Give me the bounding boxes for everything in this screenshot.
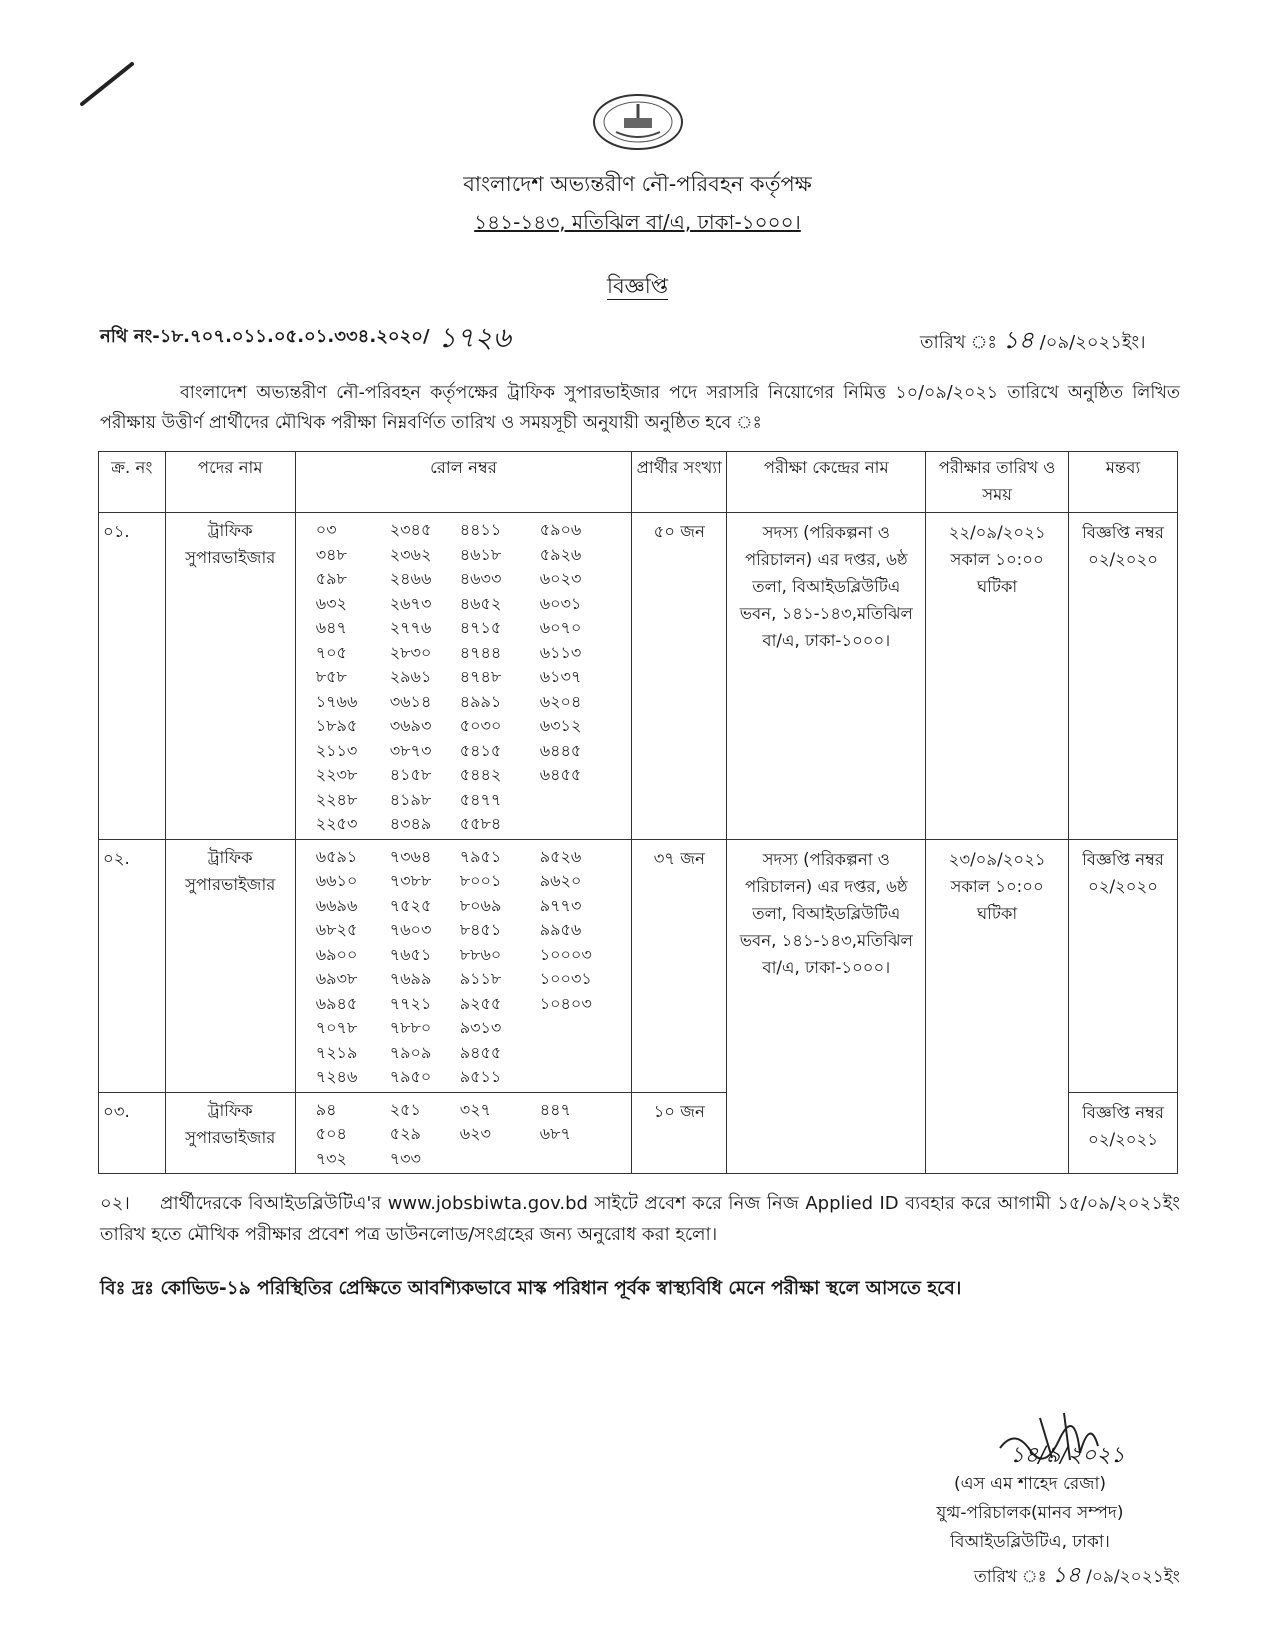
roll-number: ৫০৪ (315, 1124, 347, 1143)
roll-number: ৭৫২৫ (389, 895, 432, 915)
roll-number: ৭৩৩ (389, 1148, 421, 1168)
signatory-name: (এস এম শাহেদ রেজা) (953, 1474, 1107, 1494)
roll-number: ৬৩২ (315, 593, 347, 613)
row-remarks: বিজ্ঞপ্তি নম্বর ০২/২০২০ (1069, 839, 1178, 1092)
roll-number: ৫৪৪২ (459, 765, 502, 784)
roll-number: ২৪৬৬ (389, 569, 432, 588)
signature-date-rest: /০৯/২০২১ইং (1086, 1567, 1180, 1587)
roll-number: ২৭৭৬ (389, 618, 432, 637)
roll-list (300, 1095, 627, 1172)
roll-number: ৭৭২১ (389, 993, 432, 1013)
roll-number: ২২৫৩ (315, 814, 358, 833)
roll-number: ৮০৬৯ (459, 895, 502, 915)
row-count: ৫০ জন (632, 513, 727, 840)
row-serial: ০১. (99, 513, 166, 840)
header-count: প্রার্থীর সংখ্যা (632, 452, 727, 513)
roll-number: ২৫১ (389, 1099, 421, 1119)
roll-number: ৬৪৪৫ (539, 740, 582, 760)
signature-date (880, 1558, 1180, 1595)
roll-number: ৬৮৭ (539, 1124, 571, 1143)
row-remarks: বিজ্ঞপ্তি নম্বর ০২/২০২১ (1069, 1092, 1178, 1174)
header-datetime: পরীক্ষার তারিখ ও সময় (926, 452, 1069, 513)
roll-number: ৪৪৭ (539, 1099, 571, 1119)
roll-number: ৯২৫৫ (459, 993, 502, 1013)
roll-number: ৬০৩১ (539, 593, 582, 613)
roll-number: ২৬৭৩ (389, 593, 432, 613)
roll-number: ৬৯০০ (315, 944, 358, 964)
roll-number: ৬২৩ (459, 1124, 491, 1143)
roll-number: ৬১১৩ (539, 642, 582, 662)
roll-number: ৭২১৯ (315, 1042, 358, 1062)
roll-number: ৬৯৪৫ (315, 993, 358, 1013)
roll-number: ৬৪৫৫ (539, 765, 582, 784)
signature-block (880, 1470, 1180, 1557)
roll-number: ৭৯০৯ (389, 1042, 432, 1062)
row-center: সদস্য (পরিকল্পনা ও পরিচালন) এর দপ্তর, ৬ষ্ঠ তলা, বিআইডব্লিউটিএ ভবন, ১৪১-১৪৩,মতিঝিল বা/এ, ঢাকা-১০০০। (727, 839, 926, 1174)
date-rest: /০৯/২০২১ইং। (1039, 332, 1146, 353)
roll-number: ১০০৩১ (539, 969, 592, 988)
row-date: ২২/০৯/২০২১ (948, 523, 1046, 542)
roll-number: ৫৪৭৭ (459, 789, 502, 809)
roll-number: ৭৬৫১ (389, 944, 432, 964)
memo-number: নথি নং-১৮.৭০৭.০১১.০৫.০১.৩৩৪.২০২০/ (100, 326, 430, 347)
roll-number: ৯৪ (315, 1099, 337, 1119)
roll-number: ৯৪৫৫ (459, 1042, 502, 1062)
signature-date-handwritten: ১৪/৯/২০২১ (1010, 1443, 1125, 1468)
roll-number: ৯৩১৩ (459, 1018, 502, 1037)
roll-number: ৪১৯৮ (389, 789, 432, 809)
signatory-designation: যুগ্ম-পরিচালক(মানব সম্পদ) (936, 1503, 1124, 1523)
roll-number: ৫৯৮ (315, 569, 347, 588)
signature-date-label: তারিখ ঃ (973, 1567, 1047, 1587)
roll-number: ৭২৪৬ (315, 1067, 358, 1086)
row-time: সকাল ১০:০০ ঘটিকা (950, 876, 1044, 923)
roll-number: ২২৩৮ (315, 765, 358, 784)
roll-number: ৬২০৪ (539, 691, 582, 711)
date-day-handwritten: ১৪ (1002, 326, 1034, 354)
roll-number: ১৭৬৬ (315, 691, 358, 711)
row-serial: ০৩. (99, 1092, 166, 1174)
row-post: ট্রাফিক সুপারভাইজার (165, 513, 295, 840)
header-roll: রোল নম্বর (295, 452, 631, 513)
roll-number: ৪১৫৮ (389, 765, 432, 784)
roll-number: ৭৯৫০ (389, 1067, 432, 1086)
roll-number: ৫৯০৬ (539, 520, 582, 539)
roll-number: ৩২৭ (459, 1099, 491, 1119)
row-remarks: বিজ্ঞপ্তি নম্বর ০২/২০২০ (1069, 513, 1178, 840)
roll-number: ৫২৯ (389, 1124, 421, 1143)
signature-date-day: ১৪ (1052, 1563, 1081, 1588)
roll-number: ৩৬৯৩ (389, 716, 432, 735)
roll-number (540, 1065, 620, 1090)
header-serial: ক্র. নং (99, 452, 166, 513)
roll-number: ৯৫১১ (459, 1067, 502, 1086)
roll-number: ২১১৩ (315, 740, 358, 760)
signatory-office: বিআইডব্লিউটিএ, ঢাকা। (950, 1532, 1110, 1552)
header-post: পদের নাম (165, 452, 295, 513)
roll-number: ৫৪১৫ (459, 740, 502, 760)
roll-number: ৪৭৪৪ (459, 642, 502, 662)
roll-number: ৬৯৩৮ (315, 969, 358, 988)
roll-number: ৮৪৫১ (459, 920, 502, 939)
roll-number: ৯৬২০ (539, 871, 582, 890)
table-header-row (99, 452, 1178, 513)
roll-number: ৬৩১২ (539, 716, 582, 735)
row-post: ট্রাফিক সুপারভাইজার (165, 839, 295, 1092)
roll-number: ৫৫৮৪ (459, 814, 502, 833)
date-label: তারিখ ঃ (920, 332, 998, 353)
roll-number: ৫৯২৬ (539, 544, 582, 564)
paragraph-number: ০২। (100, 1193, 130, 1214)
row-serial: ০২. (99, 839, 166, 1092)
roll-number: ৭৬০৩ (389, 920, 432, 939)
interview-schedule-table (98, 451, 1178, 1174)
roll-number: ৫০৩০ (459, 716, 502, 735)
roll-number: ৪৪১১ (459, 520, 502, 539)
roll-number: ৪৩৪৯ (389, 814, 432, 833)
roll-number: ৪৭১৫ (459, 618, 502, 637)
table-row (99, 839, 1178, 1092)
row-center: সদস্য (পরিকল্পনা ও পরিচালন) এর দপ্তর, ৬ষ্ঠ তলা, বিআইডব্লিউটিএ ভবন, ১৪১-১৪৩,মতিঝিল বা/এ, ঢাকা-১০০০। (727, 513, 926, 840)
roll-number: ৭০৫ (315, 642, 347, 662)
row-count: ৩৭ জন (632, 839, 727, 1092)
roll-number: ১০৪০৩ (539, 993, 592, 1013)
table-row (99, 513, 1178, 840)
instruction-paragraph (100, 1188, 1180, 1250)
memo-number-handwritten: ১৭২৬ (438, 321, 511, 354)
roll-number: ২৩৬২ (389, 544, 432, 564)
roll-number: ৩৮৭৩ (389, 740, 432, 760)
row-time: সকাল ১০:০০ ঘটিকা (950, 550, 1044, 596)
roll-number: ৭৩৬৪ (389, 846, 432, 866)
header-remarks: মন্তব্য (1069, 452, 1178, 513)
roll-number (540, 1016, 620, 1041)
roll-number: ৪৭৪৮ (459, 667, 502, 686)
roll-number: ৬৬১০ (315, 871, 358, 890)
roll-number: ৬১৩৭ (539, 667, 582, 686)
pen-stroke-mark (80, 60, 160, 108)
roll-number: ৬০৭০ (539, 618, 582, 637)
roll-number: ৭০৭৮ (315, 1018, 358, 1037)
roll-number: ৮৮৬০ (459, 944, 502, 964)
row-count: ১০ জন (632, 1092, 727, 1174)
roll-list (300, 842, 627, 1090)
roll-number: ৩৬১৪ (389, 691, 432, 711)
roll-number: ৪৬৫২ (459, 593, 502, 613)
roll-number (460, 1147, 540, 1172)
roll-number: ৯১১৮ (459, 969, 502, 988)
roll-number: ৯৭৭৩ (539, 895, 582, 915)
roll-number: ৯৯৫৬ (539, 920, 582, 939)
roll-number: ১৮৯৫ (315, 716, 358, 735)
roll-number: ৬৬৯৬ (315, 895, 358, 915)
roll-number: ৯৫২৬ (539, 846, 582, 866)
intro-paragraph: বাংলাদেশ অভ্যন্তরীণ নৌ-পরিবহন কর্তৃপক্ষের ট্রাফিক সুপারভাইজার পদে সরাসরি নিয়োগের নিমিত্ত ১০/০৯/২০২১ তারিখে অনুষ্ঠিত লিখিত পরীক্ষায় উত্তীর্ণ প্রার্থীদের মৌখিক পরীক্ষা নিম্নবর্ণিত তারিখ ও সময়সূচী অনুযায়ী অনুষ্ঠিত হবে ঃ (100, 383, 1180, 433)
roll-number: ৮০০১ (459, 871, 502, 890)
roll-number: ৬৮২৫ (315, 920, 358, 939)
organization-seal (590, 92, 686, 152)
paragraph-text: প্রার্থীদেরকে বিআইডব্লিউটিএ'র www.jobsbiwta.gov.bd সাইটে প্রবেশ করে নিজ নিজ Applied ID ব্যবহার করে আগামী ১৫/০৯/২০২১ইং তারিখ হতে মৌখিক পরীক্ষার প্রবেশ পত্র ডাউনলোড/সংগ্রহের জন্য অনুরোধ করা হলো। (100, 1193, 1180, 1245)
roll-number: ৬৪৭ (315, 618, 347, 637)
organization-address: ১৪১-১৪৩, মতিঝিল বা/এ, ঢাকা-১০০০। (474, 210, 801, 234)
notice-date (920, 322, 1146, 362)
roll-number: ৩৪৮ (315, 544, 347, 564)
roll-number (540, 788, 620, 813)
roll-number: ৪৯৯১ (459, 691, 502, 711)
roll-number: ৬৫৯১ (315, 846, 358, 866)
roll-number: ০৩ (315, 520, 337, 539)
roll-number (540, 812, 620, 837)
roll-number: ৭৩৮৮ (389, 871, 432, 890)
roll-number: ২৯৬১ (389, 667, 432, 686)
roll-number: ৭৮৮০ (389, 1018, 432, 1037)
roll-list (300, 515, 627, 837)
organization-name: বাংলাদেশ অভ্যন্তরীণ নৌ-পরিবহন কর্তৃপক্ষ (463, 172, 812, 196)
roll-number: ৬০২৩ (539, 569, 582, 588)
roll-number (540, 1041, 620, 1066)
roll-number: ২৩৪৫ (389, 520, 432, 539)
roll-number: ২৮৩০ (389, 642, 432, 662)
notice-title: বিজ্ঞপ্তি (606, 274, 669, 298)
roll-number: ৪৬৩৩ (459, 569, 502, 588)
roll-number: ৭৩২ (315, 1148, 347, 1168)
roll-number: ৭৬৯৯ (389, 969, 432, 988)
roll-number: ২২৪৮ (315, 789, 358, 809)
roll-number: ৪৬১৮ (459, 544, 502, 564)
roll-number: ৮৫৮ (315, 667, 347, 686)
roll-number: ১০০০৩ (539, 944, 592, 964)
header-center: পরীক্ষা কেন্দ্রের নাম (727, 452, 926, 513)
covid-note: বিঃ দ্রঃ কোভিড-১৯ পরিস্থিতির প্রেক্ষিতে আবশ্যিকভাবে মাস্ক পরিধান পূর্বক স্বাস্থ্যবিধি মেনে পরীক্ষা স্থলে আসতে হবে। (100, 1278, 962, 1299)
roll-number: ৭৯৫১ (459, 846, 502, 866)
row-post: ট্রাফিক সুপারভাইজার (165, 1092, 295, 1174)
row-date: ২৩/০৯/২০২১ (948, 849, 1046, 869)
roll-number (540, 1147, 620, 1172)
